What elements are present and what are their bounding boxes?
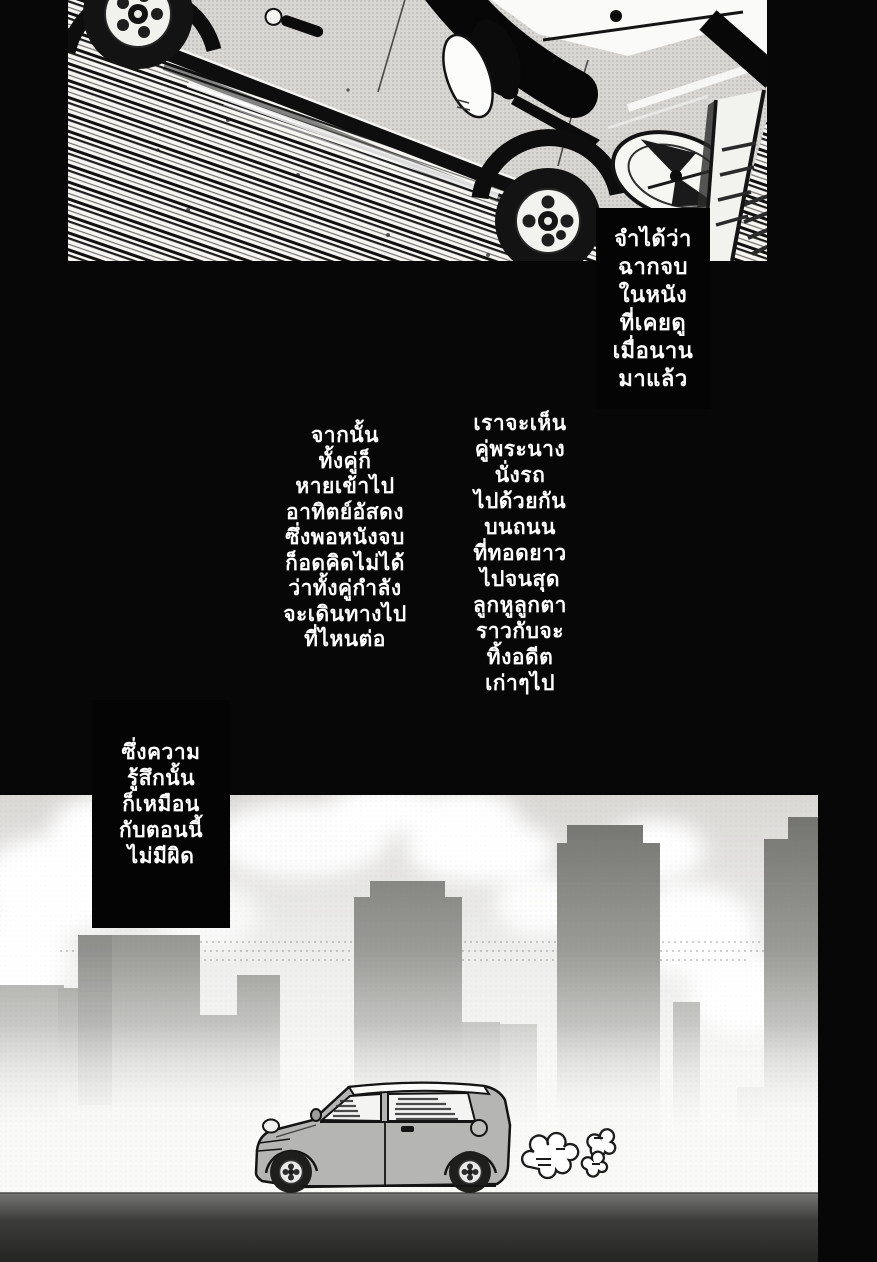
- side-mirror: [311, 1109, 321, 1121]
- caption-line: อาทิตย์อัสดง: [285, 500, 404, 524]
- caption-box-4: [92, 700, 230, 928]
- caption-line: จะเดินทางไป: [283, 602, 407, 626]
- caption-line: ราวกับจะ: [476, 620, 564, 643]
- caption-line: จากนั้น: [310, 424, 380, 447]
- caption-line: เมื่อนาน: [612, 338, 694, 363]
- caption-block-3: [445, 411, 595, 697]
- caption-line: รู้สึกนั้น: [126, 767, 196, 790]
- door-handle: [401, 1126, 414, 1132]
- car-window-rear: [388, 1093, 475, 1121]
- caption-line: ทิ้งอดีต: [486, 646, 554, 669]
- headlight: [263, 1120, 279, 1133]
- caption-line: ซึ่งพอหนังจบ: [285, 526, 405, 549]
- caption-line: ก็เหมือน: [122, 793, 200, 816]
- caption-line: หายเข้าไป: [295, 475, 395, 498]
- caption-line: มาแล้ว: [618, 366, 688, 391]
- caption-line: ในหนัง: [618, 282, 688, 307]
- caption-line: ที่เคยดู: [619, 310, 687, 335]
- caption-line: ซึ่งความ: [121, 741, 201, 764]
- caption-line: จำได้ว่า: [614, 226, 692, 251]
- caption-line: ไปด้วยกัน: [473, 490, 567, 513]
- caption-line: ก็อดคิดไม่ได้: [285, 551, 405, 575]
- caption-line: บนถนน: [484, 516, 556, 539]
- caption-line: ฉากจบ: [617, 254, 688, 279]
- caption-line: คู่พระนาง: [474, 438, 566, 461]
- caption-line: ที่ไหนต่อ: [304, 628, 386, 651]
- caption-line: ที่ทอดยาว: [473, 542, 567, 565]
- caption-line: กับตอนนี้: [118, 819, 203, 842]
- road: [0, 1193, 818, 1262]
- caption-line: ไม่มีผิด: [127, 845, 195, 868]
- caption-line: ไปจนสุด: [479, 568, 560, 591]
- caption-box-1: [596, 208, 710, 409]
- caption-line: ว่าทั้งคู่กำลัง: [288, 577, 402, 600]
- caption-line: ลูกหูลูกตา: [473, 594, 567, 617]
- caption-line: เก่าๆไป: [485, 672, 555, 695]
- caption-line: ทั้งคู่ก็: [318, 449, 372, 473]
- caption-line: นั่งรถ: [494, 464, 546, 487]
- fuel-cap: [471, 1120, 487, 1136]
- caption-line: เราจะเห็น: [473, 412, 567, 435]
- glass-dot: [610, 10, 622, 22]
- caption-block-2: [265, 423, 425, 653]
